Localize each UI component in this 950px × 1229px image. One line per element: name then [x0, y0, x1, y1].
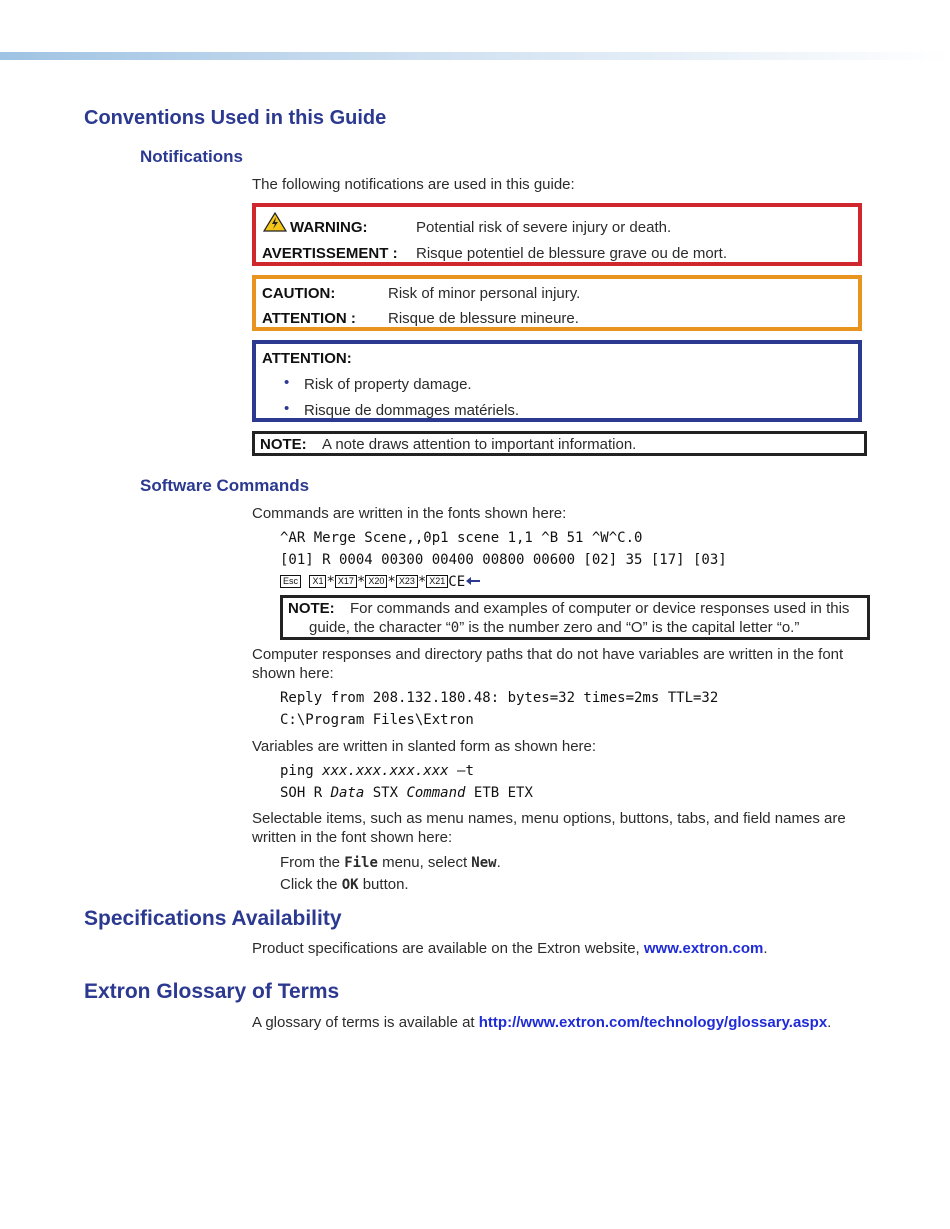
x21-variable-symbol: X21: [426, 575, 448, 588]
attention-label: ATTENTION:: [262, 350, 352, 367]
specifications-text: Product specifications are available on the Extron website, www.extron.com.: [252, 940, 768, 957]
warning-triangle-icon: [263, 212, 287, 232]
glossary-link[interactable]: http://www.extron.com/technology/glossary.aspx: [478, 1014, 828, 1031]
reply-example: Reply from 208.132.180.48: bytes=32 times=2ms TTL=32: [280, 690, 719, 706]
bullet-icon: •: [284, 374, 290, 391]
variables-intro: Variables are written in slanted form as shown here:: [252, 738, 597, 755]
warning-label: WARNING:: [290, 219, 368, 236]
note-text: A note draws attention to important information.: [322, 436, 637, 453]
path-example: C:\Program Files\Extron: [280, 712, 474, 728]
note-label: NOTE:: [260, 436, 307, 453]
command-terminator: CE: [448, 574, 466, 590]
attention-box: [252, 340, 862, 422]
return-arrow-icon: [465, 576, 481, 586]
x1-variable-symbol: X1: [309, 575, 326, 588]
command-example-2: [01] R 0004 00300 00400 00800 00600 [02] 35 [17] [03]: [280, 552, 727, 568]
software-commands-heading: Software Commands: [140, 476, 310, 495]
caution-label: CAUTION:: [262, 285, 336, 302]
command-example-3: Esc X1 * X17 * X20 * X23 * X21 CE: [280, 574, 481, 590]
glossary-heading: Extron Glossary of Terms: [84, 980, 340, 1003]
avertissement-label: AVERTISSEMENT :: [262, 245, 398, 262]
responses-intro: Computer responses and directory paths that do not have variables are written in the font shown here:: [252, 646, 844, 682]
bullet-icon: •: [284, 400, 290, 417]
x17-variable-symbol: X17: [335, 575, 357, 588]
warning-box: [252, 203, 862, 266]
commands-intro: Commands are written in the fonts shown here:: [252, 505, 567, 522]
page-title: Conventions Used in this Guide: [84, 107, 387, 129]
note-line-2: guide, the character “0” is the number zero and “O” is the capital letter “o.”: [309, 619, 800, 636]
glossary-text: A glossary of terms is available at http://www.extron.com/technology/glossary.aspx.: [252, 1014, 832, 1031]
notifications-heading: Notifications: [140, 147, 243, 166]
x20-variable-symbol: X20: [365, 575, 387, 588]
attention-item: Risque de dommages matériels.: [304, 402, 520, 419]
menu-example: From the File menu, select New.: [280, 854, 501, 871]
header-gradient-bar: [0, 52, 950, 60]
button-example: Click the OK button.: [280, 876, 409, 893]
attention-item: Risk of property damage.: [304, 376, 472, 393]
selectable-intro: Selectable items, such as menu names, menu options, buttons, tabs, and field names are written in the font shown here:: [252, 810, 846, 846]
notifications-intro: The following notifications are used in this guide:: [252, 176, 575, 193]
extron-website-link[interactable]: www.extron.com: [643, 940, 764, 957]
note-line-1: For commands and examples of computer or device responses used in this: [350, 600, 850, 617]
note-label: NOTE:: [288, 600, 335, 617]
commands-note-box: [280, 595, 870, 640]
specifications-heading: Specifications Availability: [84, 907, 342, 930]
attention-fr-label: ATTENTION :: [262, 310, 356, 327]
avertissement-text: Risque potentiel de blessure grave ou de mort.: [416, 245, 728, 262]
note-box: [252, 431, 867, 456]
attention-fr-text: Risque de blessure mineure.: [388, 310, 579, 327]
command-example-1: ^AR Merge Scene,,0p1 scene 1,1 ^B 51 ^W^C.0: [280, 530, 643, 546]
ping-example: ping xxx.xxx.xxx.xxx —t: [280, 763, 474, 779]
esc-key-symbol: Esc: [280, 575, 301, 588]
caution-text: Risk of minor personal injury.: [388, 285, 581, 302]
soh-example: SOH R Data STX Command ETB ETX: [280, 785, 533, 801]
caution-box: [252, 275, 862, 331]
x23-variable-symbol: X23: [396, 575, 418, 588]
warning-text: Potential risk of severe injury or death.: [416, 219, 672, 236]
